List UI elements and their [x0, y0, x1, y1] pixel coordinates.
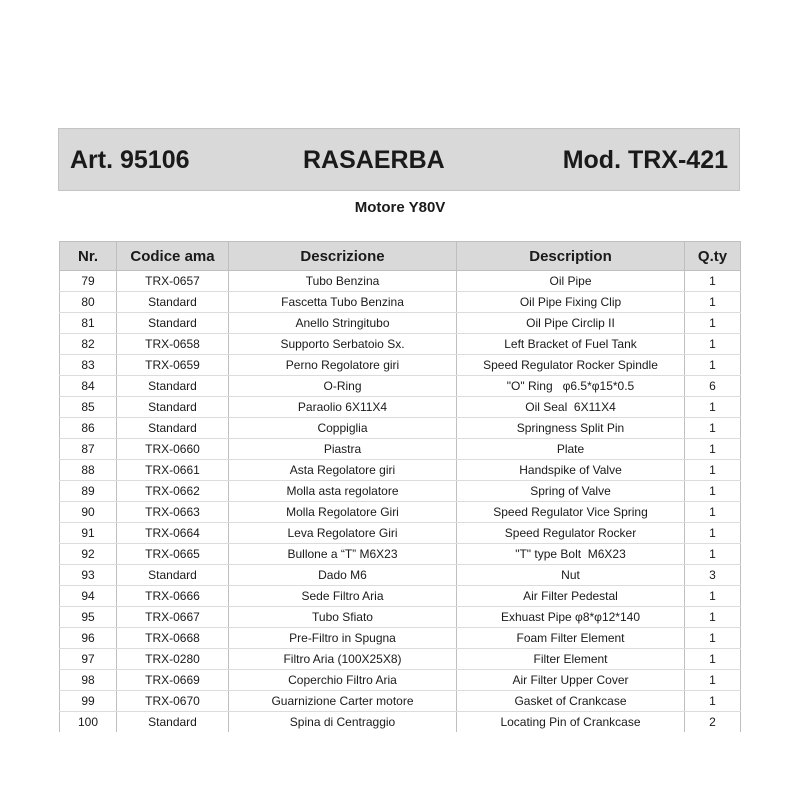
cell-code: TRX-0658	[117, 334, 229, 355]
cell-description: "O" Ring φ6.5*φ15*0.5	[457, 376, 685, 397]
cell-nr: 96	[60, 628, 117, 649]
cell-nr: 83	[60, 355, 117, 376]
cell-nr: 79	[60, 271, 117, 292]
cell-description: Left Bracket of Fuel Tank	[457, 334, 685, 355]
cell-code: TRX-0669	[117, 670, 229, 691]
cell-descrizione: Pre-Filtro in Spugna	[229, 628, 457, 649]
cell-descrizione: O-Ring	[229, 376, 457, 397]
cell-description: Oil Seal 6X11X4	[457, 397, 685, 418]
cell-nr: 80	[60, 292, 117, 313]
table-row	[60, 586, 741, 607]
cell-nr: 88	[60, 460, 117, 481]
cell-code: Standard	[117, 565, 229, 586]
cell-code: Standard	[117, 712, 229, 733]
cell-descrizione: Leva Regolatore Giri	[229, 523, 457, 544]
cell-descrizione: Coperchio Filtro Aria	[229, 670, 457, 691]
cell-nr: 95	[60, 607, 117, 628]
cell-nr: 89	[60, 481, 117, 502]
cell-descrizione: Molla asta regolatore	[229, 481, 457, 502]
cell-nr: 98	[60, 670, 117, 691]
cell-code: TRX-0657	[117, 271, 229, 292]
cell-code: TRX-0663	[117, 502, 229, 523]
cell-nr: 81	[60, 313, 117, 334]
cell-qty: 3	[685, 565, 741, 586]
cell-qty: 1	[685, 523, 741, 544]
cell-descrizione: Tubo Benzina	[229, 271, 457, 292]
table-row	[60, 712, 741, 733]
cell-qty: 1	[685, 397, 741, 418]
cell-qty: 2	[685, 712, 741, 733]
table-row	[60, 355, 741, 376]
cell-qty: 1	[685, 313, 741, 334]
table-row	[60, 439, 741, 460]
cell-qty: 1	[685, 544, 741, 565]
cell-description: Oil Pipe Fixing Clip	[457, 292, 685, 313]
table-row	[60, 523, 741, 544]
cell-qty: 1	[685, 670, 741, 691]
cell-qty: 1	[685, 649, 741, 670]
table-row	[60, 691, 741, 712]
table-row	[60, 334, 741, 355]
table-row	[60, 502, 741, 523]
table-row	[60, 544, 741, 565]
cell-description: Foam Filter Element	[457, 628, 685, 649]
cell-qty: 1	[685, 628, 741, 649]
cell-qty: 1	[685, 439, 741, 460]
cell-descrizione: Bullone a “T” M6X23	[229, 544, 457, 565]
cell-code: TRX-0659	[117, 355, 229, 376]
cell-description: Speed Regulator Rocker	[457, 523, 685, 544]
cell-nr: 86	[60, 418, 117, 439]
article-number: Art. 95106	[70, 146, 190, 174]
cell-nr: 91	[60, 523, 117, 544]
cell-description: Locating Pin of Crankcase	[457, 712, 685, 733]
cell-qty: 1	[685, 502, 741, 523]
table-row	[60, 376, 741, 397]
cell-qty: 1	[685, 586, 741, 607]
cell-nr: 84	[60, 376, 117, 397]
table-row	[60, 313, 741, 334]
cell-nr: 85	[60, 397, 117, 418]
table-row	[60, 292, 741, 313]
cell-code: TRX-0280	[117, 649, 229, 670]
cell-code: TRX-0664	[117, 523, 229, 544]
cell-nr: 87	[60, 439, 117, 460]
cell-qty: 1	[685, 691, 741, 712]
col-header-descrizione: Descrizione	[229, 242, 457, 271]
cell-description: Plate	[457, 439, 685, 460]
cell-descrizione: Molla Regolatore Giri	[229, 502, 457, 523]
parts-table-body	[60, 271, 741, 733]
cell-descrizione: Piastra	[229, 439, 457, 460]
document-header	[58, 128, 740, 191]
cell-description: Speed Regulator Vice Spring	[457, 502, 685, 523]
cell-description: Spring of Valve	[457, 481, 685, 502]
col-header-nr: Nr.	[60, 242, 117, 271]
cell-code: Standard	[117, 376, 229, 397]
cell-description: Gasket of Crankcase	[457, 691, 685, 712]
table-row	[60, 607, 741, 628]
table-row	[60, 460, 741, 481]
cell-descrizione: Guarnizione Carter motore	[229, 691, 457, 712]
cell-nr: 94	[60, 586, 117, 607]
col-header-description: Description	[457, 242, 685, 271]
cell-code: Standard	[117, 397, 229, 418]
table-row	[60, 565, 741, 586]
cell-description: Oil Pipe Circlip II	[457, 313, 685, 334]
table-row	[60, 649, 741, 670]
cell-description: Springness Split Pin	[457, 418, 685, 439]
table-row	[60, 481, 741, 502]
cell-code: TRX-0661	[117, 460, 229, 481]
cell-nr: 100	[60, 712, 117, 733]
col-header-qty: Q.ty	[685, 242, 741, 271]
cell-qty: 6	[685, 376, 741, 397]
col-header-code: Codice ama	[117, 242, 229, 271]
cell-nr: 97	[60, 649, 117, 670]
cell-nr: 92	[60, 544, 117, 565]
cell-code: Standard	[117, 313, 229, 334]
table-row	[60, 670, 741, 691]
cell-description: Air Filter Upper Cover	[457, 670, 685, 691]
cell-qty: 1	[685, 355, 741, 376]
cell-descrizione: Tubo Sfiato	[229, 607, 457, 628]
product-name: RASAERBA	[303, 146, 445, 174]
cell-code: TRX-0665	[117, 544, 229, 565]
cell-descrizione: Dado M6	[229, 565, 457, 586]
cell-nr: 90	[60, 502, 117, 523]
cell-code: TRX-0660	[117, 439, 229, 460]
table-row	[60, 397, 741, 418]
cell-qty: 1	[685, 418, 741, 439]
cell-descrizione: Paraolio 6X11X4	[229, 397, 457, 418]
cell-nr: 93	[60, 565, 117, 586]
cell-qty: 1	[685, 271, 741, 292]
cell-qty: 1	[685, 607, 741, 628]
cell-description: Handspike of Valve	[457, 460, 685, 481]
parts-table-header	[60, 242, 741, 271]
cell-description: Exhuast Pipe φ8*φ12*140	[457, 607, 685, 628]
cell-nr: 99	[60, 691, 117, 712]
cell-code: Standard	[117, 292, 229, 313]
table-row	[60, 271, 741, 292]
header-row	[60, 242, 741, 271]
cell-description: Oil Pipe	[457, 271, 685, 292]
table-row	[60, 418, 741, 439]
cell-qty: 1	[685, 334, 741, 355]
cell-descrizione: Fascetta Tubo Benzina	[229, 292, 457, 313]
parts-table	[59, 241, 741, 732]
engine-subtitle: Motore Y80V	[354, 199, 446, 216]
cell-descrizione: Supporto Serbatoio Sx.	[229, 334, 457, 355]
cell-qty: 1	[685, 460, 741, 481]
cell-code: TRX-0667	[117, 607, 229, 628]
cell-descrizione: Sede Filtro Aria	[229, 586, 457, 607]
cell-descrizione: Asta Regolatore giri	[229, 460, 457, 481]
cell-description: Air Filter Pedestal	[457, 586, 685, 607]
cell-qty: 1	[685, 292, 741, 313]
cell-code: Standard	[117, 418, 229, 439]
cell-description: Filter Element	[457, 649, 685, 670]
cell-qty: 1	[685, 481, 741, 502]
cell-code: TRX-0668	[117, 628, 229, 649]
cell-descrizione: Spina di Centraggio	[229, 712, 457, 733]
cell-descrizione: Filtro Aria (100X25X8)	[229, 649, 457, 670]
cell-code: TRX-0666	[117, 586, 229, 607]
cell-descrizione: Perno Regolatore giri	[229, 355, 457, 376]
cell-description: "T" type Bolt M6X23	[457, 544, 685, 565]
cell-descrizione: Coppiglia	[229, 418, 457, 439]
table-row	[60, 628, 741, 649]
cell-description: Nut	[457, 565, 685, 586]
cell-code: TRX-0662	[117, 481, 229, 502]
cell-nr: 82	[60, 334, 117, 355]
cell-code: TRX-0670	[117, 691, 229, 712]
cell-description: Speed Regulator Rocker Spindle	[457, 355, 685, 376]
model-number: Mod. TRX-421	[562, 146, 728, 174]
cell-descrizione: Anello Stringitubo	[229, 313, 457, 334]
